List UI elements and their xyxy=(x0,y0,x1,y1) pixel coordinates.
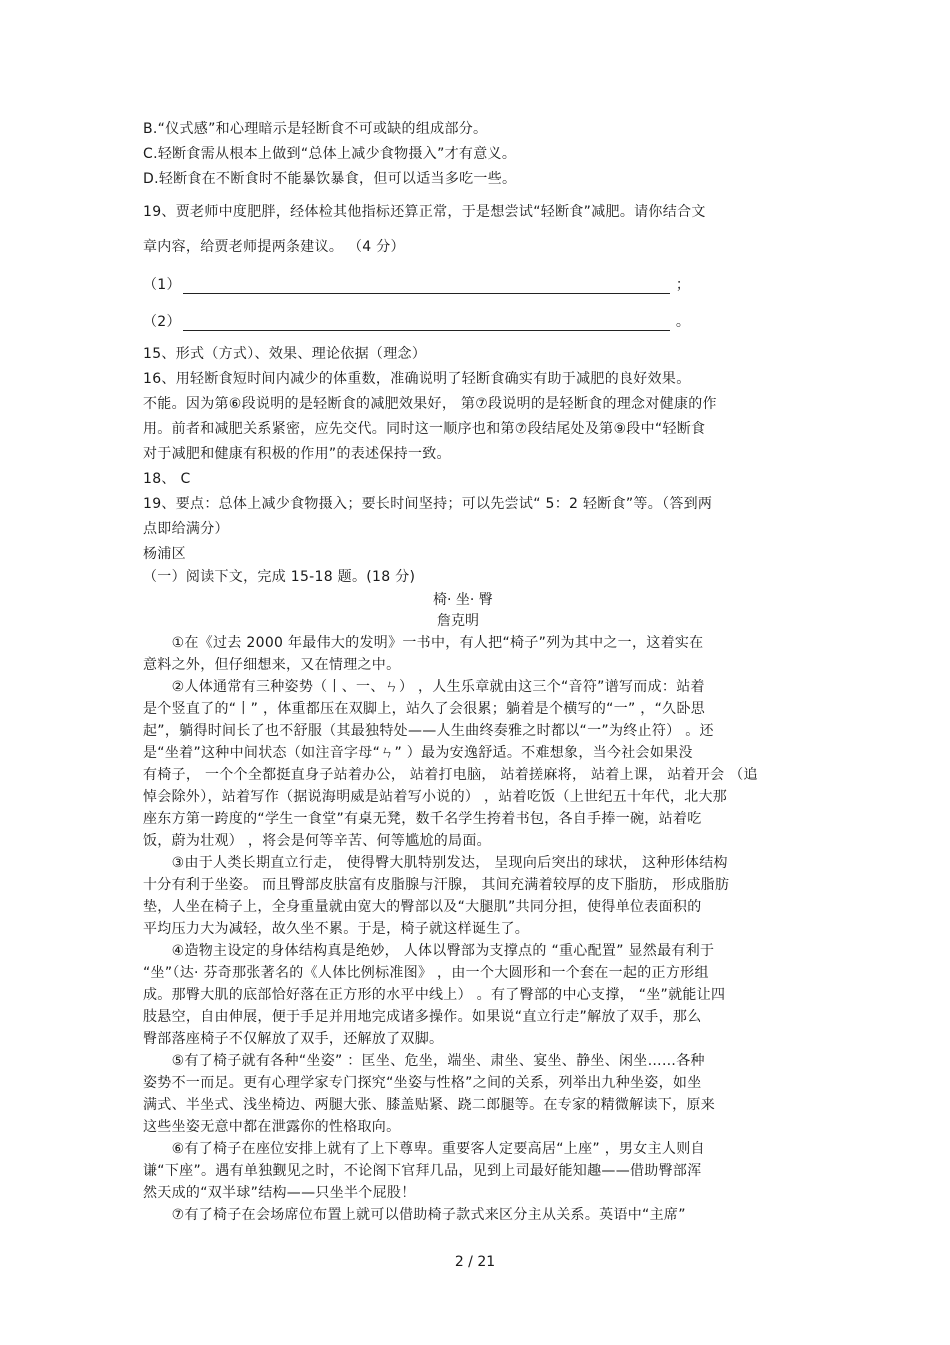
blank-label: （1） xyxy=(143,277,181,293)
paragraph-line: “坐”（达· 芬奇那张著名的《人体比例标准图》 ，由一个大圆形和一个套在一起的正方形组 xyxy=(143,965,709,981)
section-instruction: （一）阅读下文，完成 15-18 题。(18 分) xyxy=(143,569,416,585)
paragraph-line: 平均压力大为减轻，故久坐不累。于是，椅子就这样诞生了。 xyxy=(143,921,530,937)
paragraph-line: 成。那臀大肌的底部恰好落在正方形的水平中线上） 。有了臀部的中心支撑， “坐”就能让四 xyxy=(143,987,726,1003)
paragraph-line: 起”，躺得时间长了也不舒服（其最独特处——人生曲终奏雅之时都以“一”为终止符） 。还 xyxy=(143,723,714,739)
paragraph-line: 十分有利于坐姿。 而且臀部皮肤富有皮脂腺与汗腺， 其间充满着较厚的皮下脂肪， 形成脂肪 xyxy=(143,877,730,893)
paragraph-line: 垫，人坐在椅子上，全身重量就由宽大的臀部以及“大腿肌”共同分担，使得单位表面积的 xyxy=(143,899,702,915)
paragraph-line: ①在《过去 2000 年最伟大的发明》一书中，有人把“椅子”列为其中之一，这着实在 xyxy=(143,635,704,651)
answer-15: 15、形式（方式）、效果、理论依据（理念） xyxy=(143,346,427,362)
answer-17-line-1: 不能。因为第⑥段说明的是轻断食的减肥效果好， 第⑦段说明的是轻断食的理念对健康的作 xyxy=(143,396,717,412)
paragraph-line: 饭，蔚为壮观） ，将会是何等辛苦、何等尴尬的局面。 xyxy=(143,833,491,849)
article-title: 椅· 坐· 臀 xyxy=(433,592,493,608)
answer-line xyxy=(183,279,670,294)
paragraph-line: ⑤有了椅子就有各种“坐姿” ：匡坐、危坐，端坐、肃坐、宴坐、静坐、闲坐……各种 xyxy=(143,1053,705,1069)
answer-blank-2 xyxy=(143,313,690,331)
blank-end: ； xyxy=(675,277,691,293)
question-19-line-1: 19、贾老师中度肥胖，经体检其他指标还算正常，于是想尝试“轻断食”减肥。请你结合文 xyxy=(143,204,706,220)
blank-end: 。 xyxy=(675,314,691,330)
paragraph-line: ④造物主设定的身体结构真是绝妙， 人体以臀部为支撑点的 “重心配置” 显然最有利于 xyxy=(143,943,715,959)
paragraph-line: 座东方第一跨度的“学生一食堂”有桌无凳，数千名学生挎着书包，各自手捧一碗，站着吃 xyxy=(143,811,702,827)
answer-16: 16、用轻断食短时间内减少的体重数，准确说明了轻断食确实有助于减肥的良好效果。 xyxy=(143,371,691,387)
paragraph-line: 是个竖直了的“丨” ，体重都压在双脚上，站久了会很累；躺着是个横写的“一” ，“久卧思 xyxy=(143,701,706,717)
paragraph-line: 有椅子， 一个个全都挺直身子站着办公， 站着打电脑， 站着搓麻将， 站着上课， 站着开会 （追 xyxy=(143,767,758,783)
paragraph-line: 然天成的“双半球”结构——只坐半个屁股！ xyxy=(143,1185,416,1201)
answer-18: 18、 C xyxy=(143,471,191,487)
answer-line xyxy=(183,316,670,331)
paragraph-line: ⑦有了椅子在会场席位布置上就可以借助椅子款式来区分主从关系。英语中“主席” xyxy=(143,1207,686,1223)
paragraph-line: 是“坐着”这种中间状态（如注音字母“ㄣ” ）最为安逸舒适。不难想象，当今社会如果没 xyxy=(143,745,693,761)
blank-label: （2） xyxy=(143,314,181,330)
option-c: C.轻断食需从根本上做到“总体上减少食物摄入”才有意义。 xyxy=(143,146,517,162)
answer-blank-1 xyxy=(143,276,690,294)
paragraph-line: 姿势不一而足。更有心理学家专门探究“坐姿与性格”之间的关系，列举出九种坐姿，如坐 xyxy=(143,1075,702,1091)
page-number: 2 / 21 xyxy=(454,1254,496,1270)
answer-17-line-3: 对于减肥和健康有积极的作用”的表述保持一致。 xyxy=(143,446,451,462)
paragraph-line: 悼会除外），站着写作（据说海明威是站着写小说的） ，站着吃饭（上世纪五十年代，北大那 xyxy=(143,789,728,805)
paragraph-line: ③由于人类长期直立行走， 使得臀大肌特别发达， 呈现向后突出的球状， 这种形体结构 xyxy=(143,855,728,871)
answer-19-line-2: 点即给满分） xyxy=(143,521,229,537)
paragraph-line: 肢悬空，自由伸展，便于手足并用地完成诸多操作。如果说“直立行走”解放了双手，那么 xyxy=(143,1009,702,1025)
paragraph-line: 臀部落座椅子不仅解放了双手，还解放了双脚。 xyxy=(143,1031,444,1047)
article-author: 詹克明 xyxy=(437,613,479,629)
paragraph-line: 这些坐姿无意中都在泄露你的性格取向。 xyxy=(143,1119,401,1135)
paragraph-line: 满式、半坐式、浅坐椅边、两腿大张、膝盖贴紧、跷二郎腿等。在专家的精微解读下，原来 xyxy=(143,1097,715,1113)
answer-17-line-2: 用。前者和减肥关系紧密，应先交代。同时这一顺序也和第⑦段结尾处及第⑨段中“轻断食 xyxy=(143,421,706,437)
paragraph-line: 意料之外，但仔细想来，又在情理之中。 xyxy=(143,657,401,673)
district-heading: 杨浦区 xyxy=(143,546,186,562)
option-d: D.轻断食在不断食时不能暴饮暴食，但可以适当多吃一些。 xyxy=(143,171,517,187)
paragraph-line: ②人体通常有三种姿势（丨、一、ㄣ） ，人生乐章就由这三个“音符”谱写而成：站着 xyxy=(143,679,705,695)
paragraph-line: 谦“下座”。遇有单独觐见之时，不论阁下官拜几品，见到上司最好能知趣——借助臀部浑 xyxy=(143,1163,702,1179)
answer-19-line-1: 19、要点：总体上减少食物摄入；要长时间坚持；可以先尝试“ 5：2 轻断食”等。（答到两 xyxy=(143,496,713,512)
question-19-line-2: 章内容，给贾老师提两条建议。 （4 分） xyxy=(143,239,405,255)
option-b: B.“仪式感”和心理暗示是轻断食不可或缺的组成部分。 xyxy=(143,121,488,137)
paragraph-line: ⑥有了椅子在座位安排上就有了上下尊卑。重要客人定要高居“上座” ，男女主人则自 xyxy=(143,1141,705,1157)
